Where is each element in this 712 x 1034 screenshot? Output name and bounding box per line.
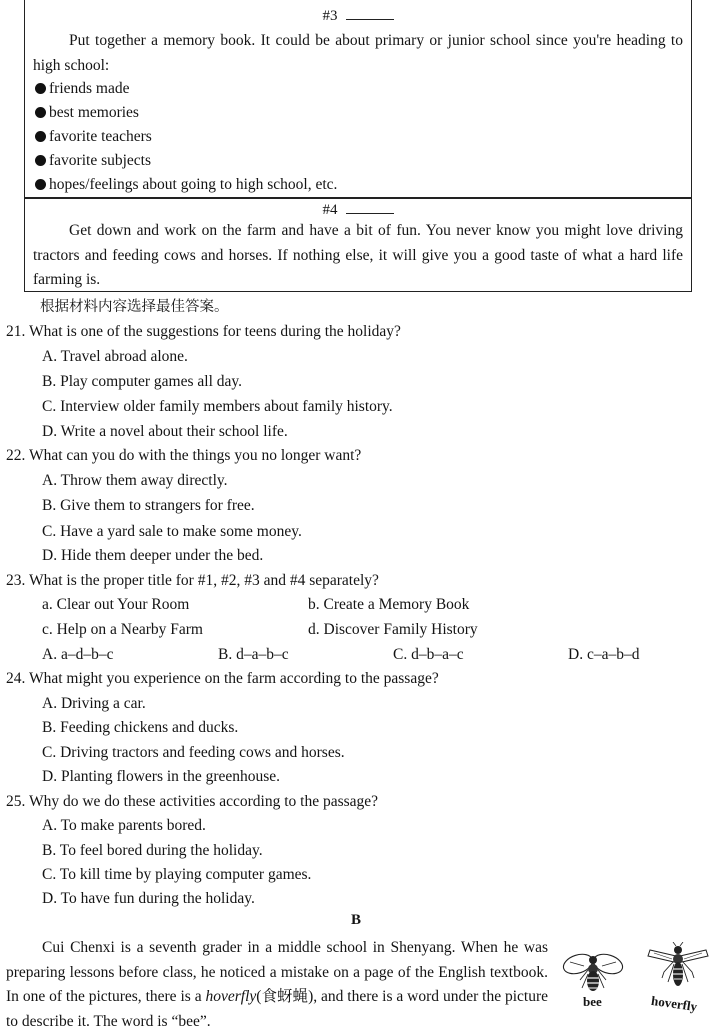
option: D. Hide them deeper under the bed. bbox=[42, 547, 264, 564]
option: D. Write a novel about their school life. bbox=[42, 423, 288, 440]
title-choice: c. Help on a Nearby Farm bbox=[42, 621, 203, 638]
box-3-paragraph: Put together a memory book. It could be about primary or junior school since you're heading to high school: bbox=[33, 32, 683, 74]
option: B. d–a–b–c bbox=[218, 646, 289, 663]
option: D. To have fun during the holiday. bbox=[42, 890, 255, 907]
box-3-tag: #3 bbox=[25, 7, 691, 25]
bullet-item: best memories bbox=[35, 103, 139, 123]
option: A. To make parents bored. bbox=[42, 817, 206, 834]
bullet-icon bbox=[35, 107, 46, 118]
option: B. Feeding chickens and ducks. bbox=[42, 719, 239, 736]
option: C. Driving tractors and feeding cows and horses. bbox=[42, 744, 345, 761]
box-4 bbox=[24, 198, 692, 292]
hoverfly-icon bbox=[646, 942, 710, 994]
question-21: 21. What is one of the suggestions for teens during the holiday? bbox=[6, 323, 401, 340]
bullet-icon bbox=[35, 83, 46, 94]
bee-label: bee bbox=[583, 994, 602, 1009]
option: C. To kill time by playing computer games. bbox=[42, 866, 312, 883]
option: D. Planting flowers in the greenhouse. bbox=[42, 768, 281, 785]
question-25: 25. Why do we do these activities according to the passage? bbox=[6, 793, 379, 810]
title-choice: b. Create a Memory Book bbox=[308, 596, 470, 613]
bullet-icon bbox=[35, 179, 46, 190]
option: A. Throw them away directly. bbox=[42, 472, 228, 489]
bee-icon bbox=[562, 950, 624, 994]
option: C. Interview older family members about family history. bbox=[42, 398, 393, 415]
option: A. a–d–b–c bbox=[42, 646, 114, 663]
option: B. To feel bored during the holiday. bbox=[42, 842, 263, 859]
option: B. Play computer games all day. bbox=[42, 373, 243, 390]
bullet-icon bbox=[35, 155, 46, 166]
option: B. Give them to strangers for free. bbox=[42, 497, 255, 514]
hoverfly-label: hoverfly bbox=[650, 992, 699, 1015]
section-b-passage: Cui Chenxi is a seventh grader in a middle school in Shenyang. When he was preparing lessons before class, he noticed a mistake on a page of the English textbook. In one of the pictures, there is a hoverfly(食蚜蝇), and there is a word under the picture to describe it. The word is “bee”. bbox=[6, 939, 549, 1030]
answer-blank bbox=[346, 7, 394, 20]
title-choice: d. Discover Family History bbox=[308, 621, 478, 638]
box-4-paragraph: Get down and work on the farm and have a bit of fun. You never know you might love driving tractors and feeding cows and horses. If nothing else, it will give you a good taste of what a hard life farming is. bbox=[33, 222, 683, 288]
option: A. Travel abroad alone. bbox=[42, 348, 188, 365]
title-choice: a. Clear out Your Room bbox=[42, 596, 190, 613]
question-24: 24. What might you experience on the farm according to the passage? bbox=[6, 670, 439, 687]
bullet-item: hopes/feelings about going to high school, etc. bbox=[35, 175, 337, 195]
question-22: 22. What can you do with the things you no longer want? bbox=[6, 447, 362, 464]
bullet-item: favorite teachers bbox=[35, 127, 152, 147]
option: C. d–b–a–c bbox=[393, 646, 464, 663]
option: C. Have a yard sale to make some money. bbox=[42, 523, 302, 540]
answer-blank bbox=[346, 201, 394, 214]
option: D. c–a–b–d bbox=[568, 646, 640, 663]
question-23: 23. What is the proper title for #1, #2, #3 and #4 separately? bbox=[6, 572, 379, 589]
option: A. Driving a car. bbox=[42, 695, 146, 712]
bullet-item: favorite subjects bbox=[35, 151, 151, 171]
section-heading: B bbox=[350, 912, 361, 928]
bullet-item: friends made bbox=[35, 79, 129, 99]
instruction: 根据材料内容选择最佳答案。 bbox=[40, 299, 229, 315]
box-3 bbox=[24, 0, 692, 198]
box-4-tag: #4 bbox=[25, 201, 691, 219]
bullet-icon bbox=[35, 131, 46, 142]
